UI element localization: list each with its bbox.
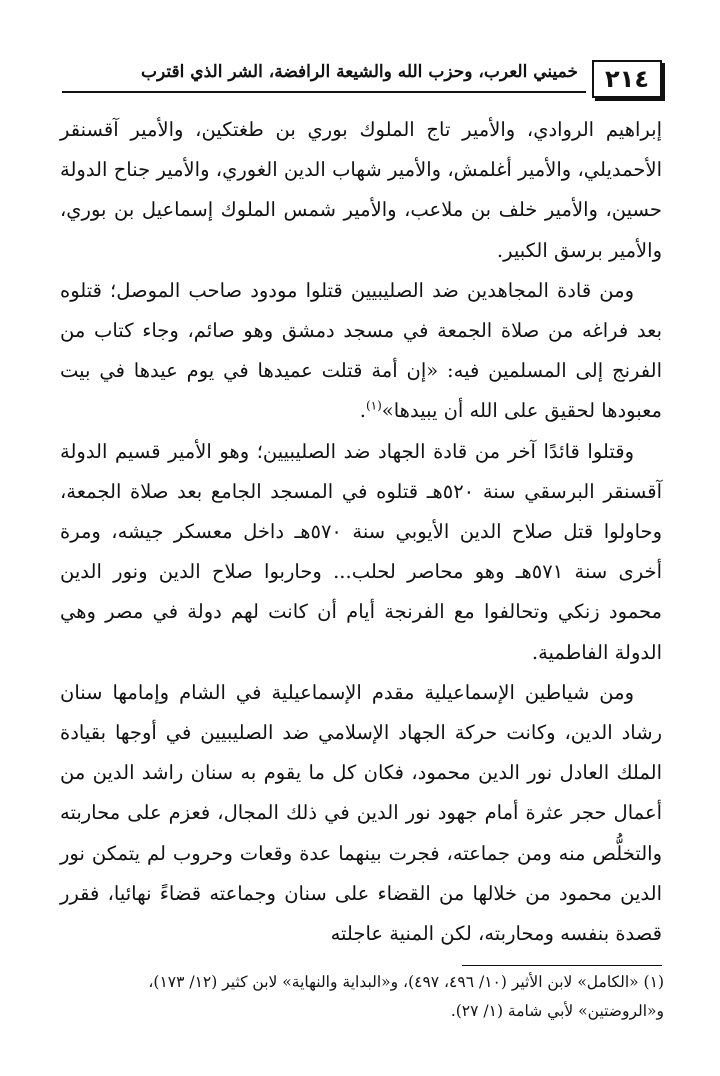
- footnote-separator: [462, 965, 662, 966]
- paragraph-1: إبراهيم الروادي، والأمير تاج الملوك بوري بن طغتكين، والأمير آقسنقر الأحمديلي، والأمير أغلمش، والأمير شهاب الدين الغوري، والأمير جناح الدولة حسين، والأمير خلف بن ملاعب، والأمير شمس الملوك إسماعيل بن بوري، والأمير برسق الكبير.: [60, 118, 662, 262]
- header-rule: [62, 91, 586, 93]
- page-number: ٢١٤: [592, 60, 662, 98]
- paragraph-3: وقتلوا قائدًا آخر من قادة الجهاد ضد الصليبيين؛ وهو الأمير قسيم الدولة آقسنقر البرسقي سنة ٥٢٠هـ قتلوه في المسجد الجامع بعد صلاة الجمعة، وحاولوا قتل صلاح الدين الأيوبي سنة ٥٧٠هـ داخل معسكر جيشه، ومرة أخرى سنة ٥٧١هـ وهو محاصر لحلب... وحاربوا صلاح الدين ونور الدين محمود زنكي وتحالفوا مع الفرنجة أيام أن كانت لهم دولة في مصر وهي الدولة الفاطمية.: [60, 439, 662, 664]
- running-title: خميني العرب، وحزب الله والشيعة الرافضة، الشر الذي اقترب: [141, 62, 578, 82]
- footnote-1: (١) «الكامل» لابن الأثير (١٠/ ٤٩٦، ٤٩٧)، و«البداية والنهاية» لابن كثير (١٢/ ١٧٣)، و«الروضتين» لأبي شامة (١/ ٢٧).: [148, 973, 664, 1020]
- paragraph-2-text: ومن قادة المجاهدين ضد الصليبيين قتلوا مودود صاحب الموصل؛ قتلوه بعد فراغه من صلاة الجمعة في مسجد دمشق وهو صائم، وجاء كتاب من الفرنج إلى المسلمين فيه: «إن أمة قتلت عميدها في يوم عيدها في بيت معبودها لحقيق على الله أن يبيدها»: [60, 278, 662, 423]
- footnotes: [60, 968, 664, 1026]
- body-text: [60, 110, 662, 954]
- paragraph-2: [60, 271, 662, 432]
- page-header: [62, 58, 662, 98]
- paragraph-2-tail: .: [359, 399, 366, 423]
- paragraph-4: ومن شياطين الإسماعيلية مقدم الإسماعيلية في الشام وإمامها سنان رشاد الدين، وكانت حركة الجهاد الإسلامي ضد الصليبيين في أوجها بقيادة الملك العادل نور الدين محمود، فكان كل ما يقوم به سنان راشد الدين من أعمال حجر عثرة أمام جهود نور الدين في ذلك المجال، فعزم على محاربته والتخلُّص منه ومن جماعته، فجرت بينهما عدة وقعات وحروب لم يتمكن نور الدين محمود من خلالها من القضاء على سنان وجماعته قضاءً نهائيا، فقرر قصدة بنفسه ومحاربته، لكن المنية عاجلته: [60, 680, 662, 946]
- footnote-reference[interactable]: (١): [365, 398, 382, 413]
